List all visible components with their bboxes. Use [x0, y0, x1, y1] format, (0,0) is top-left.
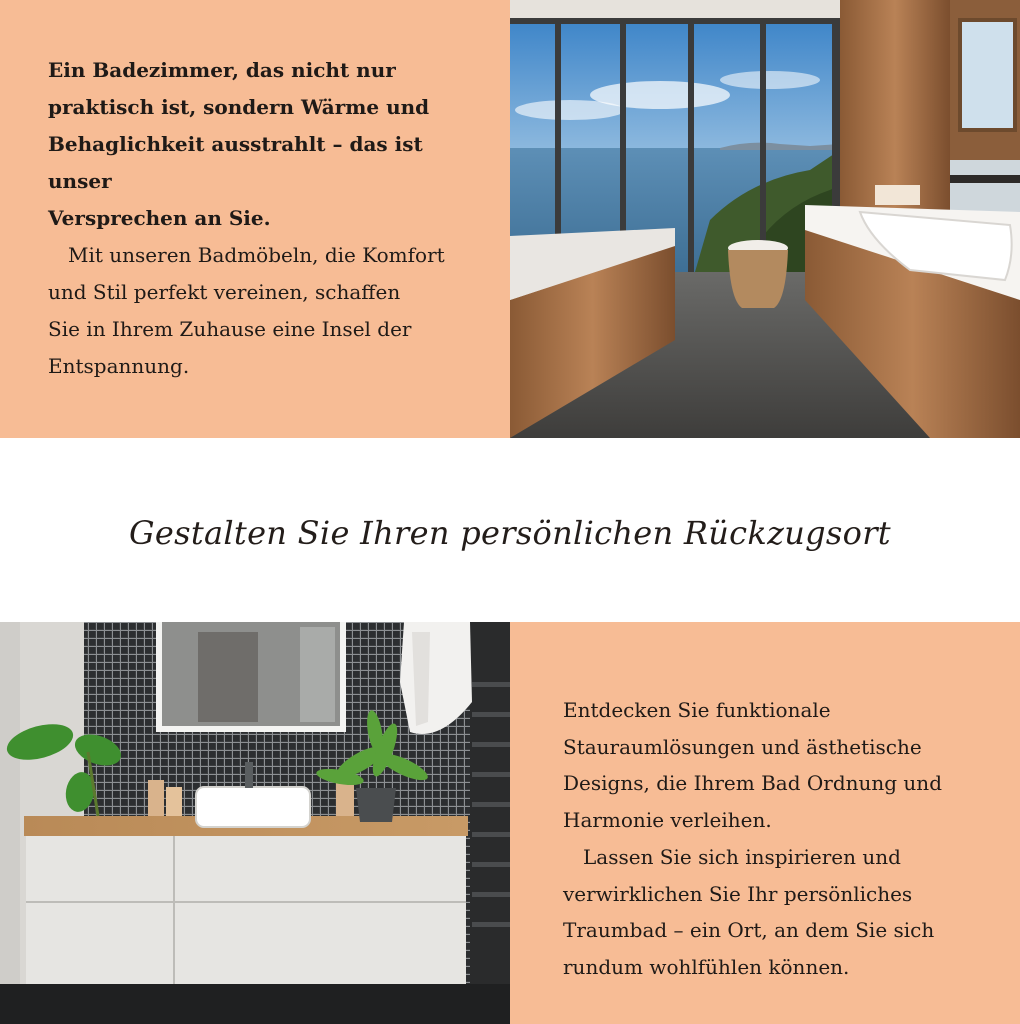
intro-lead-line: Ein Badezimmer, das nicht nur: [48, 58, 396, 82]
intro-lead: [48, 52, 493, 237]
storage-para-2-line: Traumbad – ein Ort, an dem Sie sich: [563, 918, 935, 943]
intro-lead-line: Behaglichkeit ausstrahlt – das ist unser: [48, 132, 423, 193]
intro-body-line: Sie in Ihrem Zuhause eine Insel der: [48, 317, 412, 341]
bathroom-sea-view-illustration: [510, 0, 1020, 438]
headline-band: [0, 438, 1020, 622]
intro-body: [48, 237, 493, 385]
intro-text: [48, 52, 493, 385]
intro-body-line: und Stil perfekt vereinen, schaffen: [48, 280, 401, 304]
storage-text: [563, 692, 1003, 986]
bathroom-vanity-illustration: [0, 622, 510, 1024]
intro-text-panel: [0, 0, 510, 438]
storage-para-2-line: Lassen Sie sich inspirieren und: [583, 844, 901, 869]
page-headline: Gestalten Sie Ihren persönlichen Rückzugsort: [129, 514, 891, 552]
storage-para-2: [563, 839, 1003, 986]
intro-lead-line: Versprechen an Sie.: [48, 206, 271, 230]
storage-para-2-line: verwirklichen Sie Ihr persönliches: [563, 881, 913, 906]
intro-body-line: Entspannung.: [48, 354, 190, 378]
storage-text-panel: [510, 622, 1020, 1024]
bathroom-sea-view-photo: [510, 0, 1020, 438]
intro-body-line: Mit unseren Badmöbeln, die Komfort: [68, 243, 445, 267]
intro-lead-line: praktisch ist, sondern Wärme und: [48, 95, 430, 119]
bathroom-vanity-photo: [0, 622, 510, 1024]
storage-para-1-line: Entdecken Sie funktionale: [563, 698, 831, 722]
storage-para-1-line: Stauraumlösungen und ästhetische: [563, 734, 922, 759]
storage-para-2-line: rundum wohlfühlen können.: [563, 954, 850, 979]
storage-para-1: [563, 692, 1003, 839]
storage-para-1-line: Harmonie verleihen.: [563, 808, 772, 833]
storage-para-1-line: Designs, die Ihrem Bad Ordnung und: [563, 771, 942, 796]
